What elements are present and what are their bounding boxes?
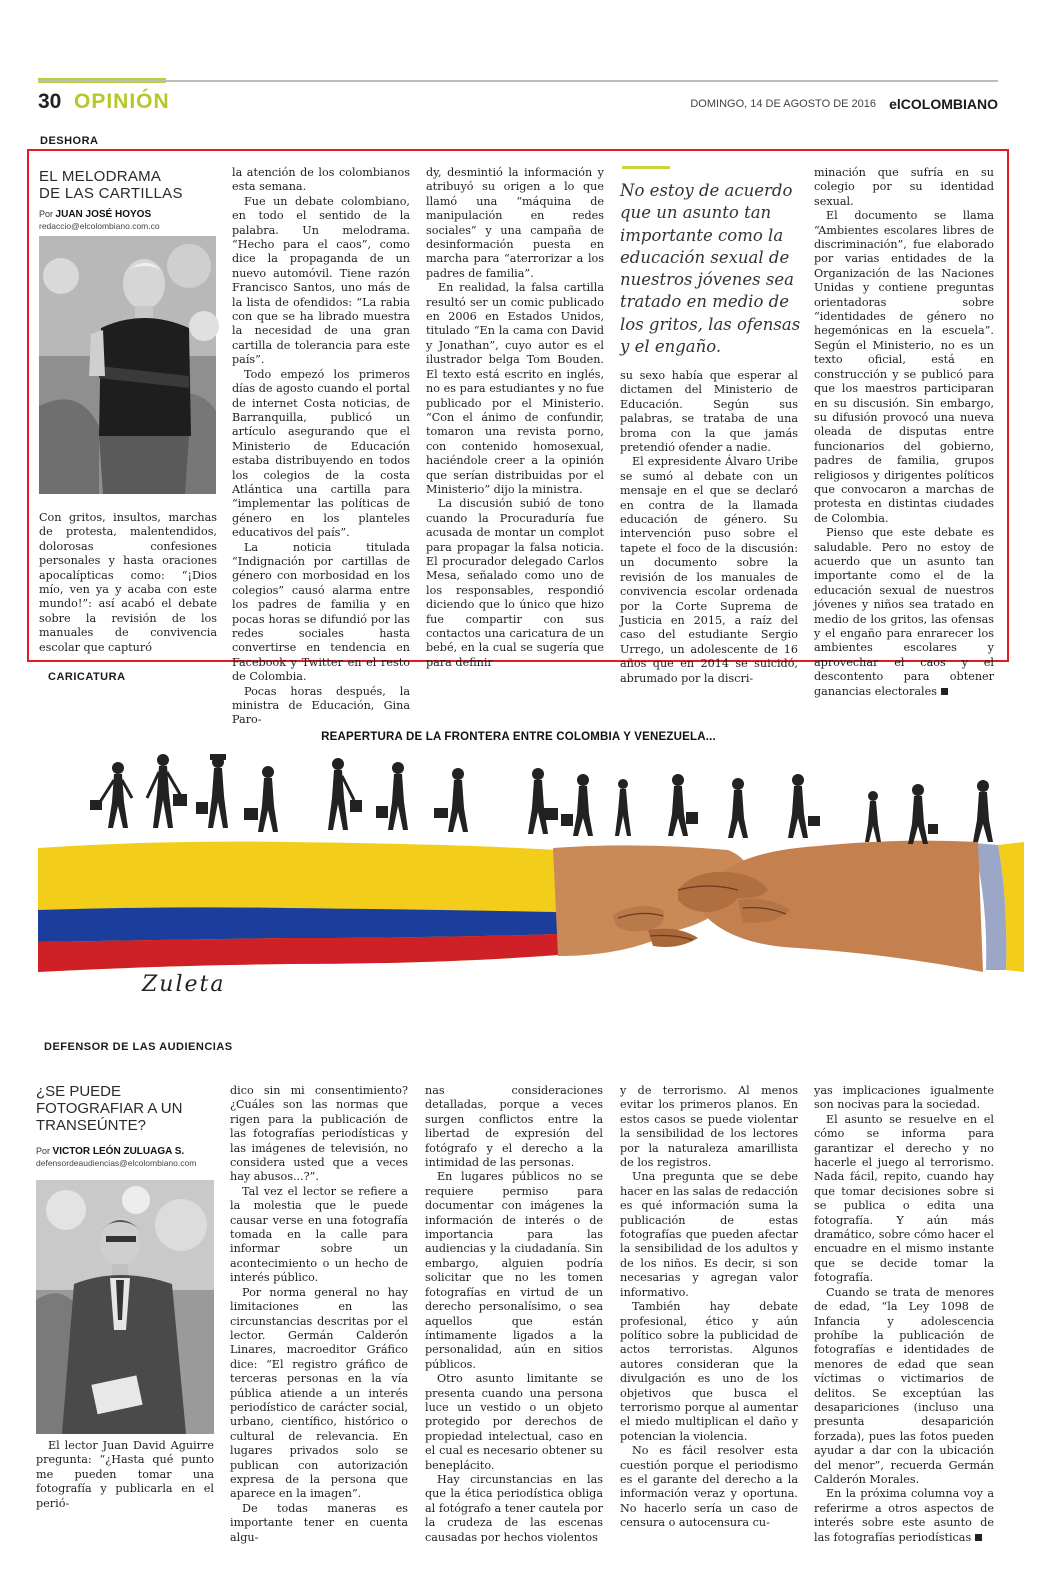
defensor-title bbox=[36, 1083, 182, 1134]
defensor-paragraph: El asunto se resuelve en el cómo se informa para garantizar el derecho y no hacerle el juego al terrorismo. Nada fácil, repito, cuando hay que tomar decisiones sobre si se publica o edita una fotografía. Y aún más dramático, sobre cómo hacer el encuadre en el mismo instante que se decide tomar la fotografía. bbox=[814, 1112, 994, 1285]
end-of-article-icon bbox=[975, 1534, 982, 1541]
defensor-author-photo bbox=[36, 1180, 214, 1434]
defensor-paragraph-text: En la próxima columna voy a referirme a otros aspectos de interés sobre este asunto de las fotografías periodísticas bbox=[814, 1487, 994, 1544]
article-paragraph: la atención de los colombianos esta semana. bbox=[232, 166, 410, 194]
defensor-paragraph: Hay circunstancias en las que la ética periodística obliga al fotógrafo a tener cautela por la crudeza de las escenas causadas por hechos violentos bbox=[425, 1472, 603, 1544]
portrait-photo-icon bbox=[39, 236, 216, 494]
page-number: 30 bbox=[38, 90, 62, 113]
cartoon-illustration bbox=[38, 750, 1024, 1000]
cartoon-title: REAPERTURA DE LA FRONTERA ENTRE COLOMBIA Y VENEZUELA... bbox=[321, 731, 716, 743]
defensor-paragraph: También hay debate profesional, ético y aún político sobre la publicidad de actos terroristas. Algunos autores consideran que la divulgación es uno de los objetivos que busca el terrorismo porque al aumentar el miedo multiplican el daño y potencian la violencia. bbox=[620, 1300, 798, 1443]
article-title bbox=[39, 168, 183, 202]
article-paragraph: Con gritos, insultos, marchas de protesta, malentendidos, dolorosas confesiones personales y hasta oraciones apocalípticas como: “¡Dios mío, ven ya y acaba con este mundo!”: así acabó el debate sobre la revisión de los manuales de convivencia escolar que capturó bbox=[39, 511, 217, 654]
article-column-4 bbox=[620, 369, 798, 685]
article-paragraph: dy, desmintió la información y atribuyó su origen a lo que llamó una “máquina de manipulación en redes sociales” y una campaña de desinformación puesta en marcha para “aterrorizar a los padres de familia”. bbox=[426, 166, 604, 280]
defensor-column-3 bbox=[425, 1084, 603, 1544]
article-column-1 bbox=[39, 511, 217, 654]
article-column-2 bbox=[232, 166, 410, 727]
pull-quote-accent bbox=[622, 166, 670, 169]
defensor-paragraph: y de terrorismo. Al menos evitar los primeros planos. En estos casos se puede violentar la sensibilidad de los lectores por la naturaleza amarillista de los registros. bbox=[620, 1084, 798, 1170]
handshake-illustration-icon bbox=[38, 750, 1024, 1000]
article-title-line: DE LAS CARTILLAS bbox=[39, 185, 183, 202]
byline-prefix: Por bbox=[39, 209, 54, 219]
pull-quote: No estoy de acuerdo que un asunto tan importante como la educación sexual de nuestros jóvenes sea tratado en medio de los gritos, las ofensas y el engaño. bbox=[620, 181, 801, 357]
defensor-paragraph: De todas maneras es importante tener en cuenta algu- bbox=[230, 1501, 408, 1544]
article-column-3 bbox=[426, 166, 604, 669]
section-name: OPINIÓN bbox=[74, 90, 170, 113]
defensor-column-1 bbox=[36, 1439, 214, 1510]
defensor-paragraph: El lector Juan David Aguirre pregunta: “¿Hasta qué punto me pueden tomar una fotografía y publicarla en el perió- bbox=[36, 1439, 214, 1510]
defensor-paragraph: Una pregunta que se debe hacer en las salas de redacción es qué información suma la publicación de estas fotografías que pueden afectar la sensibilidad de los adultos y de los niños. Es decir, si son necesarias y agregan valor informativo. bbox=[620, 1170, 798, 1299]
article-paragraph: La noticia titulada “Indignación por cartillas de género con morbosidad en los colegios” causó alarma entre los padres de familia y en pocas horas se difundió por las redes sociales hasta convertirse en tendencia en Facebook y Twitter en el resto de Colombia. bbox=[232, 540, 410, 684]
article-paragraph: Pocas horas después, la ministra de Educación, Gina Paro- bbox=[232, 684, 410, 727]
defensor-byline bbox=[36, 1146, 184, 1157]
article-paragraph: La discusión subió de tono cuando la Procuraduría fue acusada de montar un complot para propagar la falsa noticia. El procurador delegado Carlos Mesa, señalado como uno de los responsables, respondió diciendo que lo único que hizo fue compartir con sus contactos una caricatura de un bebé, en la cual se sugería que para definir bbox=[426, 497, 604, 669]
section-label-defensor: DEFENSOR DE LAS AUDIENCIAS bbox=[44, 1041, 233, 1053]
defensor-paragraph: Por norma general no hay limitaciones en las circunstancias descritas por el lector. Germán Calderón Linares, macroeditor Gráfico dice: “El registro gráfico de terceras personas en la vía pública atiende a un interés periodístico de carácter social, urbano, científico, histórico o cultural de relevancia. En lugares privados solo se publican con autorización expresa de la persona que aparece en la imagen”. bbox=[230, 1285, 408, 1501]
defensor-title-line: TRANSEÚNTE? bbox=[36, 1117, 147, 1134]
article-paragraph: Fue un debate colombiano, en todo el sentido de la palabra. Un melodrama. “Hecho para el caos”, como dice la propaganda de un nuevo automóvil. Tiene razón Francisco Santos, uno más de la lista de ofendidos: “La rabia con que se ha librado muestra la necesidad de una gran cartilla de tolerancia para este país”. bbox=[232, 194, 410, 367]
author-name: JUAN JOSÉ HOYOS bbox=[55, 209, 152, 220]
article-byline bbox=[39, 209, 151, 220]
article-paragraph: El documento se llama “Ambientes escolares libres de discriminación”, fue elaborado por varias entidades de la Organización de las Naciones Unidas y contiene preguntas orientadoras sobre “identidades de género no hegemónicas en la escuela”. Según el Ministerio, no es un texto oficial, está en construcción y se publicó para que los maestros participaran en su discusión. Sin embargo, su difusión provocó una nueva oleada de disputas entre funcionarios del gobierno, padres de familia, grupos religiosos y dirigentes políticos que convocaron a marchas de protesta en distintas ciudades de Colombia. bbox=[814, 209, 994, 525]
byline-prefix: Por bbox=[36, 1146, 51, 1156]
defensor-paragraph: No es fácil resolver esta cuestión porque el periodismo es el garante del derecho a la información veraz y oportuna. No hacerlo sería un caso de censura o autocensura cu- bbox=[620, 1444, 798, 1530]
header-date: DOMINGO, 14 DE AGOSTO DE 2016 bbox=[690, 98, 876, 110]
article-title-line: EL MELODRAMA bbox=[39, 168, 162, 185]
article-column-5 bbox=[814, 166, 994, 698]
article-paragraph-text: Pienso que este debate es saludable. Pero no estoy de acuerdo que un asunto tan importante como el de la educación sexual de nuestros jóvenes y niños sea tratado en medio de los gritos, las ofensas y el engaño para enrarecer los ambientes escolares y aprovechar el caos y el descontento para obtener ganancias electorales bbox=[814, 526, 994, 698]
newspaper-brand: elCOLOMBIANO bbox=[889, 96, 998, 112]
portrait-photo-icon bbox=[36, 1180, 214, 1434]
cartoonist-signature: Zuleta bbox=[142, 972, 226, 997]
article-paragraph: su sexo había que esperar al dictamen del Ministerio de Educación. Según sus palabras, se trataba de una broma con la que jamás pretendió ofender a nadie. bbox=[620, 369, 798, 455]
defensor-paragraph: En lugares públicos no se requiere permiso para documentar con imágenes la información de interés o de importancia para las audiencias y la ciudadanía. Sin embargo, alguien podría solicitar que no les tomen fotografías en virtud de un derecho personalísimo, o sea aquellos que están íntimamente ligados a la personalidad, aún en sitios públicos. bbox=[425, 1170, 603, 1371]
defensor-paragraph: Tal vez el lector se refiere a la molestia que le puede causar verse en una fotografía tomada en la calle para informar sobre un acontecimiento o un hecho de interés público. bbox=[230, 1184, 408, 1285]
page-header bbox=[38, 88, 998, 120]
author-email: defensordeaudiencias@elcolombiano.com bbox=[36, 1158, 197, 1168]
section-label-caricatura: CARICATURA bbox=[48, 671, 126, 683]
defensor-paragraph: yas implicaciones igualmente son nocivas para la sociedad. bbox=[814, 1084, 994, 1112]
header-rule bbox=[38, 80, 998, 82]
defensor-paragraph: Otro asunto limitante se presenta cuando una persona luce un vestido o un objeto protegido por derechos de propiedad intelectual, caso en el cual es necesario obtener su beneplácito. bbox=[425, 1372, 603, 1472]
author-email: redaccio@elcolombiano.com.co bbox=[39, 221, 160, 231]
defensor-paragraph: dico sin mi consentimiento? ¿Cuáles son las normas que rigen para la publicación de las fotografías periodísticas y las imágenes de televisión, no considera usted que a veces hay abusos...?”. bbox=[230, 1084, 408, 1184]
end-of-article-icon bbox=[941, 688, 948, 695]
author-name: VICTOR LEÓN ZULUAGA S. bbox=[52, 1146, 185, 1157]
article-paragraph: minación que sufría en su colegio por su identidad sexual. bbox=[814, 166, 994, 208]
defensor-column-4 bbox=[620, 1084, 798, 1530]
defensor-paragraph: Cuando se trata de menores de edad, “la Ley 1098 de Infancia y adolescencia prohíbe la publicación de fotografías e identidades de menores de edad que sean víctimas o victimarios de delitos. Se exceptúan las desapariciones (incluso una presunta desaparición forzada), pues las fotos pueden ayudar a dar con la ubicación del menor”, recuerda Germán Calderón Morales. bbox=[814, 1285, 994, 1486]
article-paragraph: Todo empezó los primeros días de agosto cuando el portal de internet Costa noticias, de Barranquilla, publicó un artículo asegurando que el Ministerio de Educación estaba distribuyendo en todos los colegios de la costa Atlántica una cartilla para “implementar las políticas de género en los planteles educativos del país”. bbox=[232, 367, 410, 540]
article-paragraph: El expresidente Álvaro Uribe se sumó al debate con un mensaje en el que se declaró en contra de la llamada educación de género. Su intervención puso sobre el tapete el foco de la discusión: un documento sobre la revisión de los manuales de convivencia escolar ordenada por la Corte Suprema de Justicia en 2015, a raíz del caso del estudiante Sergio Urrego, un adolescente de 16 años que en 2014 se suicidó, abrumado por la discri- bbox=[620, 455, 798, 685]
author-photo bbox=[39, 236, 216, 494]
defensor-column-5 bbox=[814, 1084, 994, 1544]
defensor-paragraph: nas consideraciones detalladas, porque a veces surgen conflictos entre la libertad de expresión del fotógrafo y el derecho a la intimidad de las personas. bbox=[425, 1084, 603, 1170]
section-label-deshora: DESHORA bbox=[40, 135, 99, 147]
defensor-paragraph bbox=[814, 1487, 994, 1545]
defensor-title-line: ¿SE PUEDE bbox=[36, 1083, 122, 1100]
defensor-column-2 bbox=[230, 1084, 408, 1544]
defensor-title-line: FOTOGRAFIAR A UN bbox=[36, 1100, 183, 1117]
article-paragraph: En realidad, la falsa cartilla resultó ser un comic publicado en 2006 en Estados Unidos, titulado “En la cama con David y Jonathan”, cuyo autor es el ilustrador belga Tom Bouden. El texto está escrito en inglés, no es para estudiantes y no fue publicado por el Ministerio. “Con el ánimo de confundir, tomaron una revista porno, con contenido homosexual, haciéndole creer a la opinión que serían distribuidas por el Ministerio” dijo la ministra. bbox=[426, 281, 604, 496]
article-paragraph bbox=[814, 526, 994, 699]
